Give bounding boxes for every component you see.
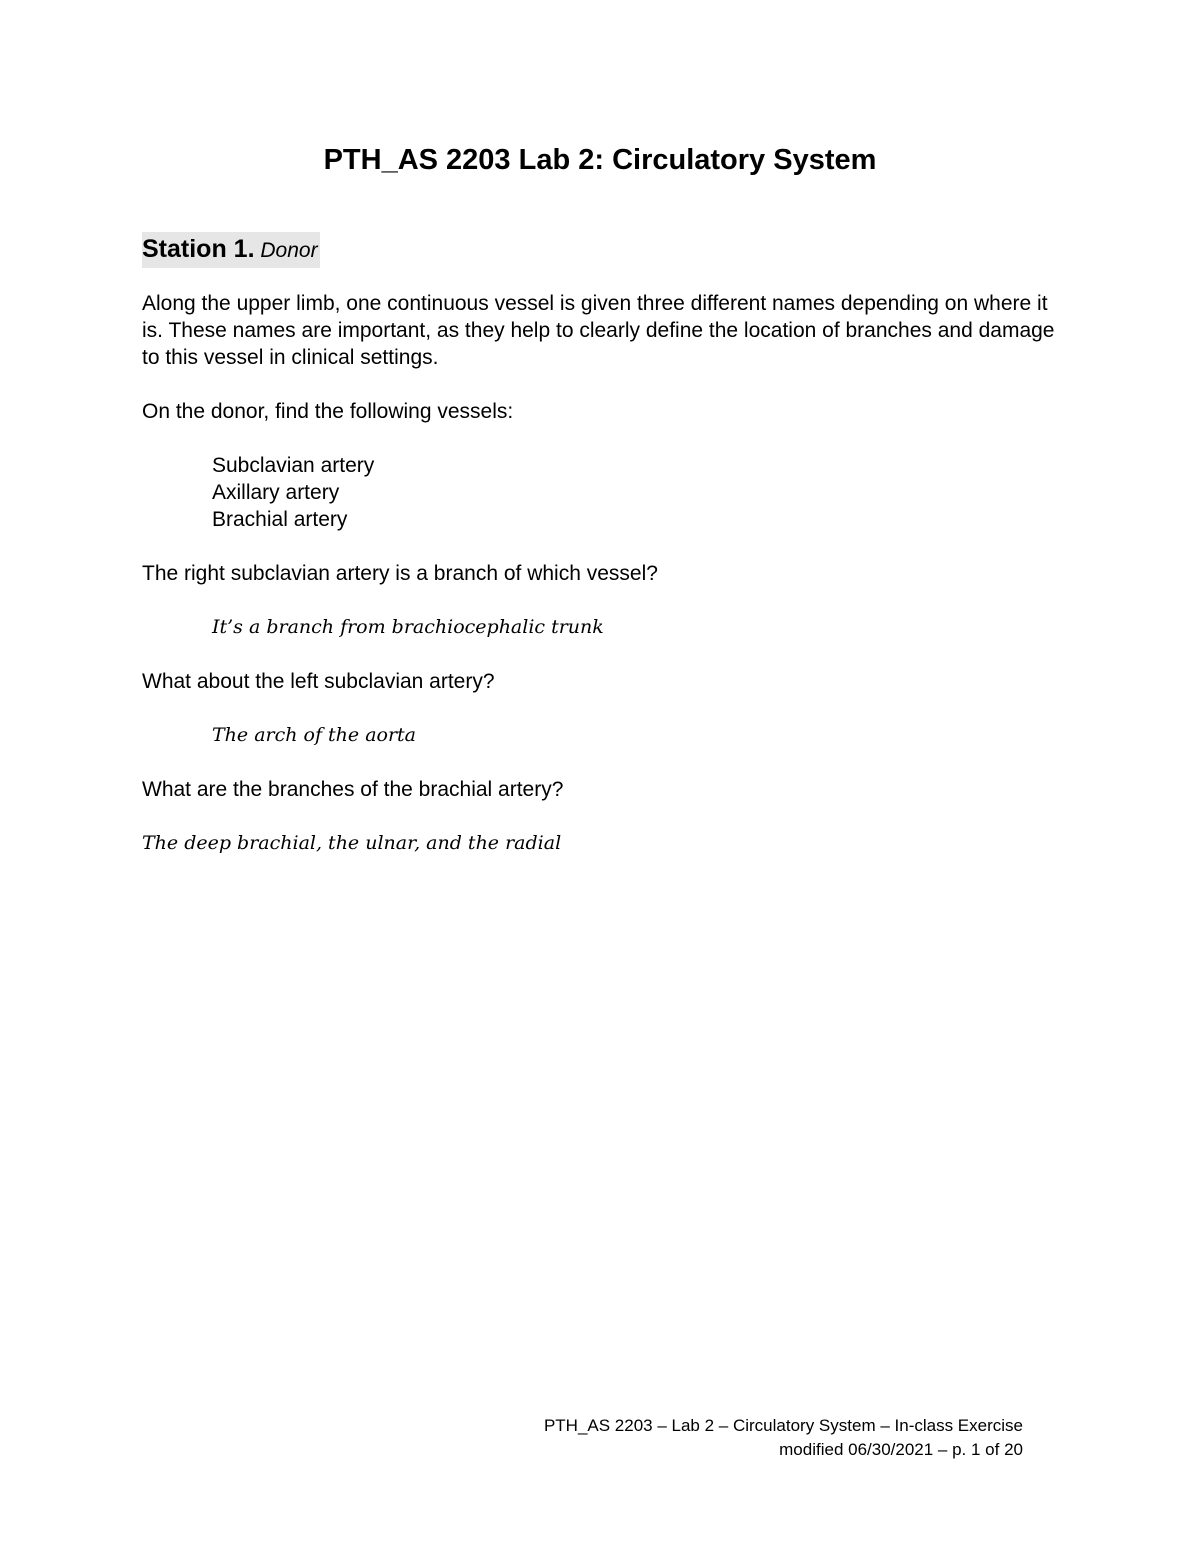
page-content [142, 232, 1062, 857]
intro-paragraph: Along the upper limb, one continuous vessel is given three different names depending on where it is. These names are important, as they help to clearly define the location of branches and damage to this vessel in clinical settings. [142, 292, 1055, 369]
question-3: What are the branches of the brachial artery? [142, 778, 564, 801]
vessel-list [142, 452, 1062, 533]
page-title: PTH_AS 2203 Lab 2: Circulatory System [323, 144, 877, 176]
station-heading [142, 232, 320, 268]
page-footer [544, 1414, 1023, 1462]
list-item: Subclavian artery [212, 454, 375, 477]
list-item: Axillary artery [212, 481, 340, 504]
answer-3: The deep brachial, the ulnar, and the radial [142, 832, 562, 854]
station-sublabel: Donor [260, 239, 318, 262]
list-item: Brachial artery [212, 508, 348, 531]
question-2: What about the left subclavian artery? [142, 670, 495, 693]
instruction-text: On the donor, find the following vessels: [142, 400, 514, 423]
footer-line-1: PTH_AS 2203 – Lab 2 – Circulatory System – In-class Exercise [543, 1416, 1023, 1435]
answer-2: The arch of the aorta [212, 724, 416, 746]
answer-1: It’s a branch from brachiocephalic trunk [212, 616, 604, 638]
footer-line-2: modified 06/30/2021 – p. 1 of 20 [779, 1440, 1023, 1459]
station-label: Station 1. [142, 235, 255, 263]
question-1: The right subclavian artery is a branch of which vessel? [142, 562, 658, 585]
